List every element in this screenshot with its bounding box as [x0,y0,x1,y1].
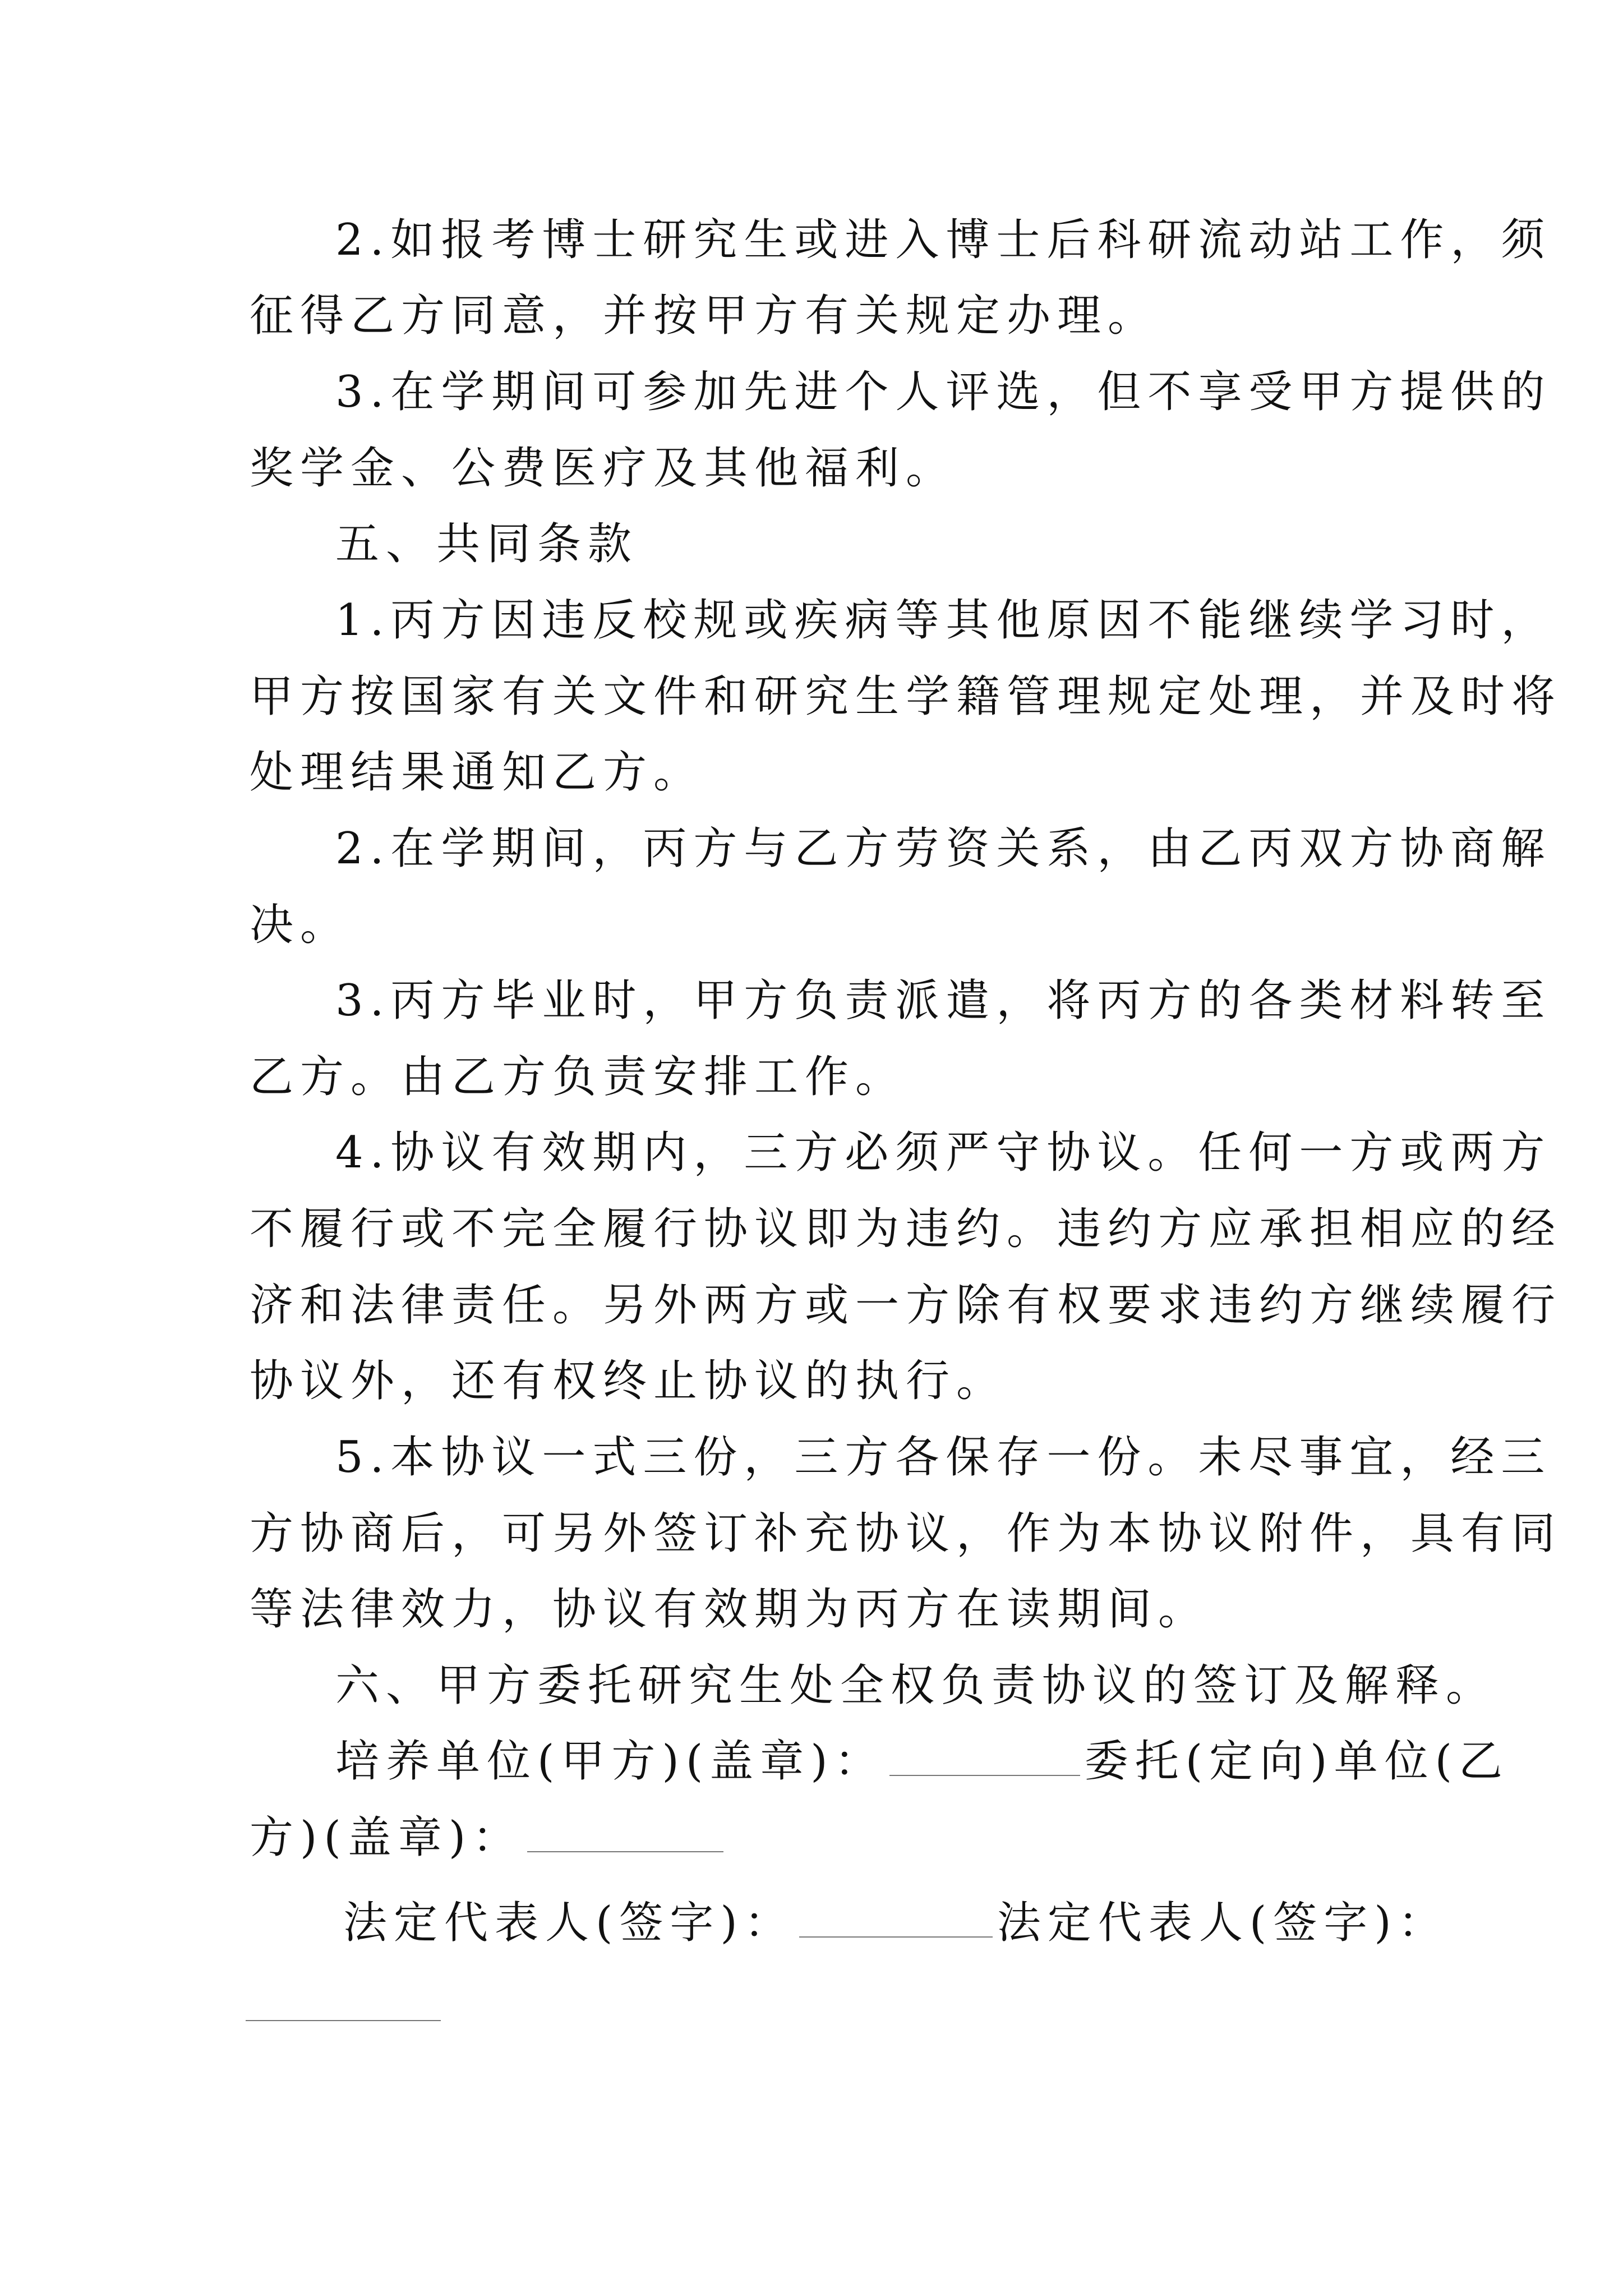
clause-5-1-line-3: 处理结果通知乙方。 [250,747,704,798]
representative-b-blank [246,2020,441,2021]
clause-5-2-line-1: 2.在学期间，丙方与乙方劳资关系，由乙丙双方协商解 [335,823,1552,874]
clause-5-2-line-2: 决。 [250,900,351,950]
party-b-seal-blank [527,1813,723,1852]
clause-5-4-line-3: 济和法律责任。另外两方或一方除有权要求违约方继续履行 [250,1280,1562,1331]
signature-line-representatives [343,1895,1449,1951]
representative-a-blank [799,1898,993,1938]
clause-5-5-line-1: 5.本协议一式三份，三方各保存一份。未尽事宜，经三 [335,1432,1552,1483]
clause-5-3-line-2: 乙方。由乙方负责安排工作。 [250,1052,906,1102]
clause-4-3-line-1: 3.在学期间可参加先进个人评选，但不享受甲方提供的 [335,367,1552,417]
signature-line-party-a [335,1733,1509,1789]
clause-4-2-line-1: 2.如报考博士研究生或进入博士后科研流动站工作，须 [335,215,1552,265]
clause-5-5-line-2: 方协商后，可另外签订补充协议，作为本协议附件，具有同 [250,1508,1562,1559]
section-6-line: 六、甲方委托研究生处全权负责协议的签订及解释。 [335,1660,1497,1711]
clause-5-4-line-2: 不履行或不完全履行协议即为违约。违约方应承担相应的经 [250,1204,1562,1254]
clause-5-1-line-2: 甲方按国家有关文件和研究生学籍管理规定处理，并及时将 [250,671,1562,722]
party-b-seal-label-part-1: 委托(定向)单位(乙 [1084,1736,1510,1787]
clause-5-4-line-1: 4.协议有效期内，三方必须严守协议。任何一方或两方 [335,1128,1552,1178]
party-a-seal-label: 培养单位(甲方)(盖章)： [335,1736,885,1787]
party-b-seal-label-part-2: 方)(盖章)： [250,1812,523,1863]
signature-line-party-b [250,1810,728,1866]
clause-5-5-line-3: 等法律效力，协议有效期为丙方在读期间。 [250,1584,1209,1635]
party-a-seal-blank [889,1737,1080,1776]
clause-5-3-line-1: 3.丙方毕业时，甲方负责派遣，将丙方的各类材料转至 [335,976,1552,1026]
clause-4-3-line-2: 奖学金、公费医疗及其他福利。 [250,443,957,494]
representative-b-label: 法定代表人(签字)： [997,1898,1449,1948]
clause-5-1-line-1: 1.丙方因违反校规或疾病等其他原因不能继续学习时， [335,595,1552,646]
clause-5-4-line-4: 协议外，还有权终止协议的执行。 [250,1356,1007,1406]
clause-4-2-line-2: 征得乙方同意，并按甲方有关规定办理。 [250,291,1159,341]
representative-a-label: 法定代表人(签字)： [343,1898,795,1948]
section-5-heading: 五、共同条款 [335,519,639,569]
